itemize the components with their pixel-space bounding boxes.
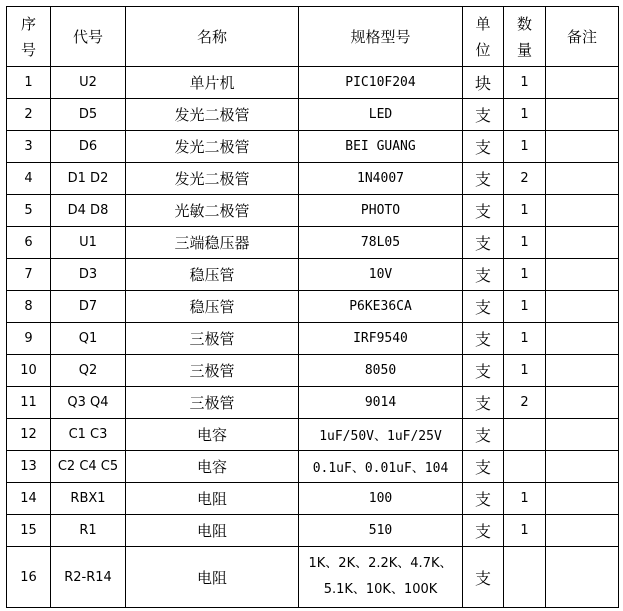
cell-qty: 1 [504, 323, 546, 355]
cell-unit: 支 [463, 291, 504, 323]
bom-table [6, 6, 619, 608]
cell-unit: 支 [463, 323, 504, 355]
cell-spec: 1N4007 [299, 163, 463, 195]
cell-qty: 1 [504, 67, 546, 99]
table-row [7, 99, 619, 131]
cell-name: 单片机 [126, 67, 299, 99]
cell-name: 发光二极管 [126, 131, 299, 163]
cell-name: 三极管 [126, 323, 299, 355]
cell-qty: 1 [504, 227, 546, 259]
cell-unit: 支 [463, 451, 504, 483]
cell-note [546, 451, 619, 483]
cell-unit: 支 [463, 227, 504, 259]
cell-note [546, 131, 619, 163]
cell-spec [299, 547, 463, 608]
cell-seq: 11 [7, 387, 51, 419]
header-spec: 规格型号 [299, 7, 463, 67]
table-row [7, 163, 619, 195]
cell-spec: IRF9540 [299, 323, 463, 355]
cell-code: U1 [51, 227, 126, 259]
cell-name: 电阻 [126, 483, 299, 515]
cell-spec: PHOTO [299, 195, 463, 227]
cell-spec-line2: 5.1K、10K、100K [323, 582, 438, 597]
cell-qty [504, 547, 546, 608]
header-note: 备注 [546, 7, 619, 67]
cell-name: 发光二极管 [126, 99, 299, 131]
header-unit-line1: 单 [475, 14, 491, 33]
cell-note [546, 227, 619, 259]
cell-name: 电阻 [126, 547, 299, 608]
cell-code: R1 [51, 515, 126, 547]
header-seq-line2: 号 [20, 40, 36, 59]
cell-name: 三极管 [126, 387, 299, 419]
cell-note [546, 323, 619, 355]
cell-name: 电阻 [126, 515, 299, 547]
cell-unit: 支 [463, 195, 504, 227]
cell-seq: 1 [7, 67, 51, 99]
cell-unit: 支 [463, 355, 504, 387]
cell-name: 稳压管 [126, 259, 299, 291]
header-seq-line1: 序 [20, 14, 36, 33]
cell-unit: 支 [463, 419, 504, 451]
cell-qty: 1 [504, 355, 546, 387]
cell-qty: 1 [504, 483, 546, 515]
cell-qty: 1 [504, 99, 546, 131]
cell-spec: BEI GUANG [299, 131, 463, 163]
cell-seq: 13 [7, 451, 51, 483]
cell-name: 三端稳压器 [126, 227, 299, 259]
header-qty [504, 7, 546, 67]
cell-seq: 15 [7, 515, 51, 547]
header-row [7, 7, 619, 67]
table-row [7, 131, 619, 163]
cell-note [546, 291, 619, 323]
header-code: 代号 [51, 7, 126, 67]
cell-note [546, 419, 619, 451]
cell-seq: 5 [7, 195, 51, 227]
cell-code: D6 [51, 131, 126, 163]
table-row [7, 387, 619, 419]
cell-code: RBX1 [51, 483, 126, 515]
cell-code: D4 D8 [51, 195, 126, 227]
cell-name: 光敏二极管 [126, 195, 299, 227]
cell-spec: P6KE36CA [299, 291, 463, 323]
cell-spec: 510 [299, 515, 463, 547]
cell-unit: 块 [463, 67, 504, 99]
cell-qty: 2 [504, 387, 546, 419]
cell-name: 发光二极管 [126, 163, 299, 195]
cell-seq: 16 [7, 547, 51, 608]
header-qty-line2: 量 [516, 40, 532, 59]
cell-spec: 0.1uF、0.01uF、104 [299, 451, 463, 483]
table-row [7, 67, 619, 99]
cell-seq: 3 [7, 131, 51, 163]
cell-note [546, 195, 619, 227]
cell-seq: 4 [7, 163, 51, 195]
cell-code: D3 [51, 259, 126, 291]
cell-name: 电容 [126, 419, 299, 451]
table-row [7, 515, 619, 547]
cell-spec-line1: 1K、2K、2.2K、4.7K、 [308, 556, 453, 571]
cell-qty [504, 451, 546, 483]
cell-unit: 支 [463, 483, 504, 515]
header-unit [463, 7, 504, 67]
cell-spec: LED [299, 99, 463, 131]
cell-code: C1 C3 [51, 419, 126, 451]
cell-seq: 12 [7, 419, 51, 451]
cell-unit: 支 [463, 547, 504, 608]
cell-spec: 100 [299, 483, 463, 515]
cell-note [546, 547, 619, 608]
cell-qty: 1 [504, 131, 546, 163]
header-seq [7, 7, 51, 67]
cell-qty: 1 [504, 291, 546, 323]
cell-name: 稳压管 [126, 291, 299, 323]
cell-code: R2-R14 [51, 547, 126, 608]
cell-note [546, 259, 619, 291]
cell-qty: 1 [504, 195, 546, 227]
cell-note [546, 515, 619, 547]
table-row [7, 259, 619, 291]
table-row [7, 547, 619, 608]
cell-code: D5 [51, 99, 126, 131]
cell-unit: 支 [463, 131, 504, 163]
cell-spec: 8050 [299, 355, 463, 387]
cell-note [546, 355, 619, 387]
cell-name: 三极管 [126, 355, 299, 387]
cell-seq: 10 [7, 355, 51, 387]
table-row [7, 483, 619, 515]
cell-seq: 2 [7, 99, 51, 131]
table-row [7, 451, 619, 483]
cell-spec: 10V [299, 259, 463, 291]
cell-spec: 9014 [299, 387, 463, 419]
cell-seq: 8 [7, 291, 51, 323]
cell-qty: 2 [504, 163, 546, 195]
cell-name: 电容 [126, 451, 299, 483]
cell-code: D1 D2 [51, 163, 126, 195]
table-row [7, 419, 619, 451]
cell-seq: 7 [7, 259, 51, 291]
header-unit-line2: 位 [475, 40, 491, 59]
cell-spec: 78L05 [299, 227, 463, 259]
table-row [7, 355, 619, 387]
cell-note [546, 483, 619, 515]
cell-unit: 支 [463, 163, 504, 195]
cell-spec: 1uF/50V、1uF/25V [299, 419, 463, 451]
cell-spec: PIC10F204 [299, 67, 463, 99]
cell-code: U2 [51, 67, 126, 99]
cell-seq: 14 [7, 483, 51, 515]
cell-unit: 支 [463, 99, 504, 131]
cell-seq: 9 [7, 323, 51, 355]
table-row [7, 195, 619, 227]
cell-unit: 支 [463, 259, 504, 291]
cell-note [546, 99, 619, 131]
cell-note [546, 163, 619, 195]
cell-code: Q2 [51, 355, 126, 387]
table-row [7, 291, 619, 323]
cell-code: Q1 [51, 323, 126, 355]
cell-qty [504, 419, 546, 451]
cell-note [546, 387, 619, 419]
table-row [7, 323, 619, 355]
cell-qty: 1 [504, 515, 546, 547]
cell-unit: 支 [463, 515, 504, 547]
cell-code: C2 C4 C5 [51, 451, 126, 483]
table-row [7, 227, 619, 259]
cell-seq: 6 [7, 227, 51, 259]
cell-qty: 1 [504, 259, 546, 291]
header-name: 名称 [126, 7, 299, 67]
cell-note [546, 67, 619, 99]
header-qty-line1: 数 [516, 14, 532, 33]
cell-code: Q3 Q4 [51, 387, 126, 419]
cell-unit: 支 [463, 387, 504, 419]
cell-code: D7 [51, 291, 126, 323]
